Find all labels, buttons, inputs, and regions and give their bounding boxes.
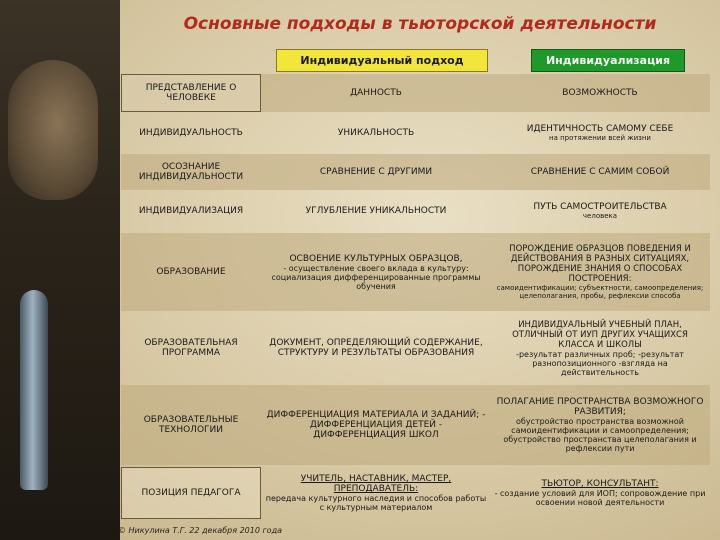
row-label <box>121 115 261 151</box>
individualization-text: ТЬЮТОР, КОНСУЛЬТАНТ: <box>541 479 659 489</box>
individualization-text: ПОРОЖДЕНИЕ ОБРАЗЦОВ ПОВЕДЕНИЯ И ДЕЙСТВОВАНИЯ В РАЗНЫХ СИТУАЦИЯХ, ПОРОЖДЕНИЕ ЗНАНИЯ О СПОСОБАХ ПОСТРОЕНИЯ: <box>509 244 691 284</box>
individualization-text: ИДЕНТИЧНОСТЬ САМОМУ СЕБЕ <box>526 124 674 134</box>
individualization-note: обустройство пространства возможной самоидентификации и самоопределения; обустройство пространства целеполагания и рефлексии пути <box>503 417 697 453</box>
table-row <box>121 467 710 519</box>
row-label <box>121 385 261 465</box>
individual-cell <box>265 154 487 190</box>
individualization-note: на протяжении всей жизни <box>549 134 651 142</box>
table-row <box>121 385 710 465</box>
row-label <box>121 233 261 311</box>
row-label <box>121 193 261 229</box>
header-individualization: Индивидуализация <box>531 49 685 72</box>
individual-text: УНИКАЛЬНОСТЬ <box>337 128 415 138</box>
row-label-text: ИНДИВИДУАЛЬНОСТЬ <box>139 128 243 138</box>
individualization-note: человека <box>582 212 618 220</box>
row-label <box>121 154 261 190</box>
individual-text: ДИФФЕРЕНЦИАЦИЯ МАТЕРИАЛА И ЗАДАНИЙ; - ДИФФЕРЕНЦИАЦИЯ ДЕТЕЙ - ДИФФЕРЕНЦИАЦИЯ ШКОЛ <box>266 410 486 440</box>
individualization-cell <box>493 115 707 151</box>
table-row <box>121 315 710 381</box>
individual-cell <box>265 233 487 311</box>
individualization-cell <box>493 193 707 229</box>
row-label-text: ПОЗИЦИЯ ПЕДАГОГА <box>141 488 241 498</box>
table-row <box>121 193 710 229</box>
individualization-cell <box>493 385 707 465</box>
flashlight-shape <box>20 290 48 490</box>
individualization-note: - создание условий для ИОП; сопровождение при освоении новой деятельности <box>494 489 706 507</box>
individualization-note: -результат различных проб; -результат разнопозиционного -взгляда на действительность <box>516 349 684 377</box>
individualization-cell <box>493 467 707 519</box>
individualization-text: ПОЛАГАНИЕ ПРОСТРАНСТВА ВОЗМОЖНОГО РАЗВИТИЯ; <box>496 397 704 417</box>
individual-cell <box>265 193 487 229</box>
row-label <box>121 74 261 112</box>
girl-with-flashlight-photo <box>0 0 120 540</box>
individualization-cell <box>493 315 707 381</box>
table-row <box>121 233 710 311</box>
individual-cell <box>265 115 487 151</box>
table-row <box>121 115 710 151</box>
row-label-text: ОБРАЗОВАТЕЛЬНЫЕ ТЕХНОЛОГИИ <box>143 415 239 435</box>
table-row <box>121 74 710 112</box>
individualization-text: ИНДИВИДУАЛЬНЫЙ УЧЕБНЫЙ ПЛАН, ОТЛИЧНЫЙ ОТ ИУП ДРУГИХ УЧАЩИХСЯ КЛАССА И ШКОЛЫ <box>512 319 688 350</box>
individualization-cell <box>493 74 707 112</box>
individual-cell <box>265 74 487 112</box>
slide-title: Основные подходы в тьюторской деятельности <box>183 14 657 34</box>
individualization-text: ВОЗМОЖНОСТЬ <box>562 88 638 98</box>
row-label-text: ОСОЗНАНИЕ ИНДИВИДУАЛЬНОСТИ <box>138 162 244 182</box>
individualization-cell <box>493 154 707 190</box>
individualization-text: СРАВНЕНИЕ С САМИМ СОБОЙ <box>530 167 670 177</box>
individual-text: УГЛУБЛЕНИЕ УНИКАЛЬНОСТИ <box>305 206 447 216</box>
individual-text: ДАННОСТЬ <box>350 88 402 98</box>
row-label-text: ПРЕДСТАВЛЕНИЕ О ЧЕЛОВЕКЕ <box>145 83 237 103</box>
individual-text: ОСВОЕНИЕ КУЛЬТУРНЫХ ОБРАЗЦОВ, <box>289 253 463 264</box>
table-row <box>121 154 710 190</box>
row-label-text: ИНДИВИДУАЛИЗАЦИЯ <box>138 206 244 216</box>
header-individual-approach: Индивидуальный подход <box>276 49 488 72</box>
individual-cell <box>265 315 487 381</box>
individual-cell <box>265 385 487 465</box>
individualization-cell <box>493 233 707 311</box>
row-label <box>121 315 261 381</box>
individual-text: ДОКУМЕНТ, ОПРЕДЕЛЯЮЩИЙ СОДЕРЖАНИЕ, СТРУКТУРУ И РЕЗУЛЬТАТЫ ОБРАЗОВАНИЯ <box>269 338 483 358</box>
individualization-text: ПУТЬ САМОСТРОИТЕЛЬСТВА <box>533 202 667 212</box>
row-label-text: ОБРАЗОВАТЕЛЬНАЯ ПРОГРАММА <box>144 338 238 358</box>
individual-note: - осуществление своего вклада в культуру: социализация дифференцированные программы обучения <box>271 263 481 291</box>
individual-text: СРАВНЕНИЕ С ДРУГИМИ <box>319 167 433 177</box>
individualization-note: самоидентификации; субъектности, самоопределения; целеполагания, пробы, рефлексии способа <box>496 284 704 300</box>
face-shape <box>8 60 98 200</box>
individual-note: передача культурного наследия и способов работы с культурным материалом <box>265 494 487 512</box>
individual-text: УЧИТЕЛЬ, НАСТАВНИК, МАСТЕР, ПРЕПОДАВАТЕЛЬ: <box>300 474 452 494</box>
individual-cell <box>265 467 487 519</box>
row-label-text: ОБРАЗОВАНИЕ <box>156 267 226 277</box>
copyright-footer: © Никулина Т.Г. 22 декабря 2010 года <box>118 526 282 535</box>
row-label <box>121 467 261 519</box>
